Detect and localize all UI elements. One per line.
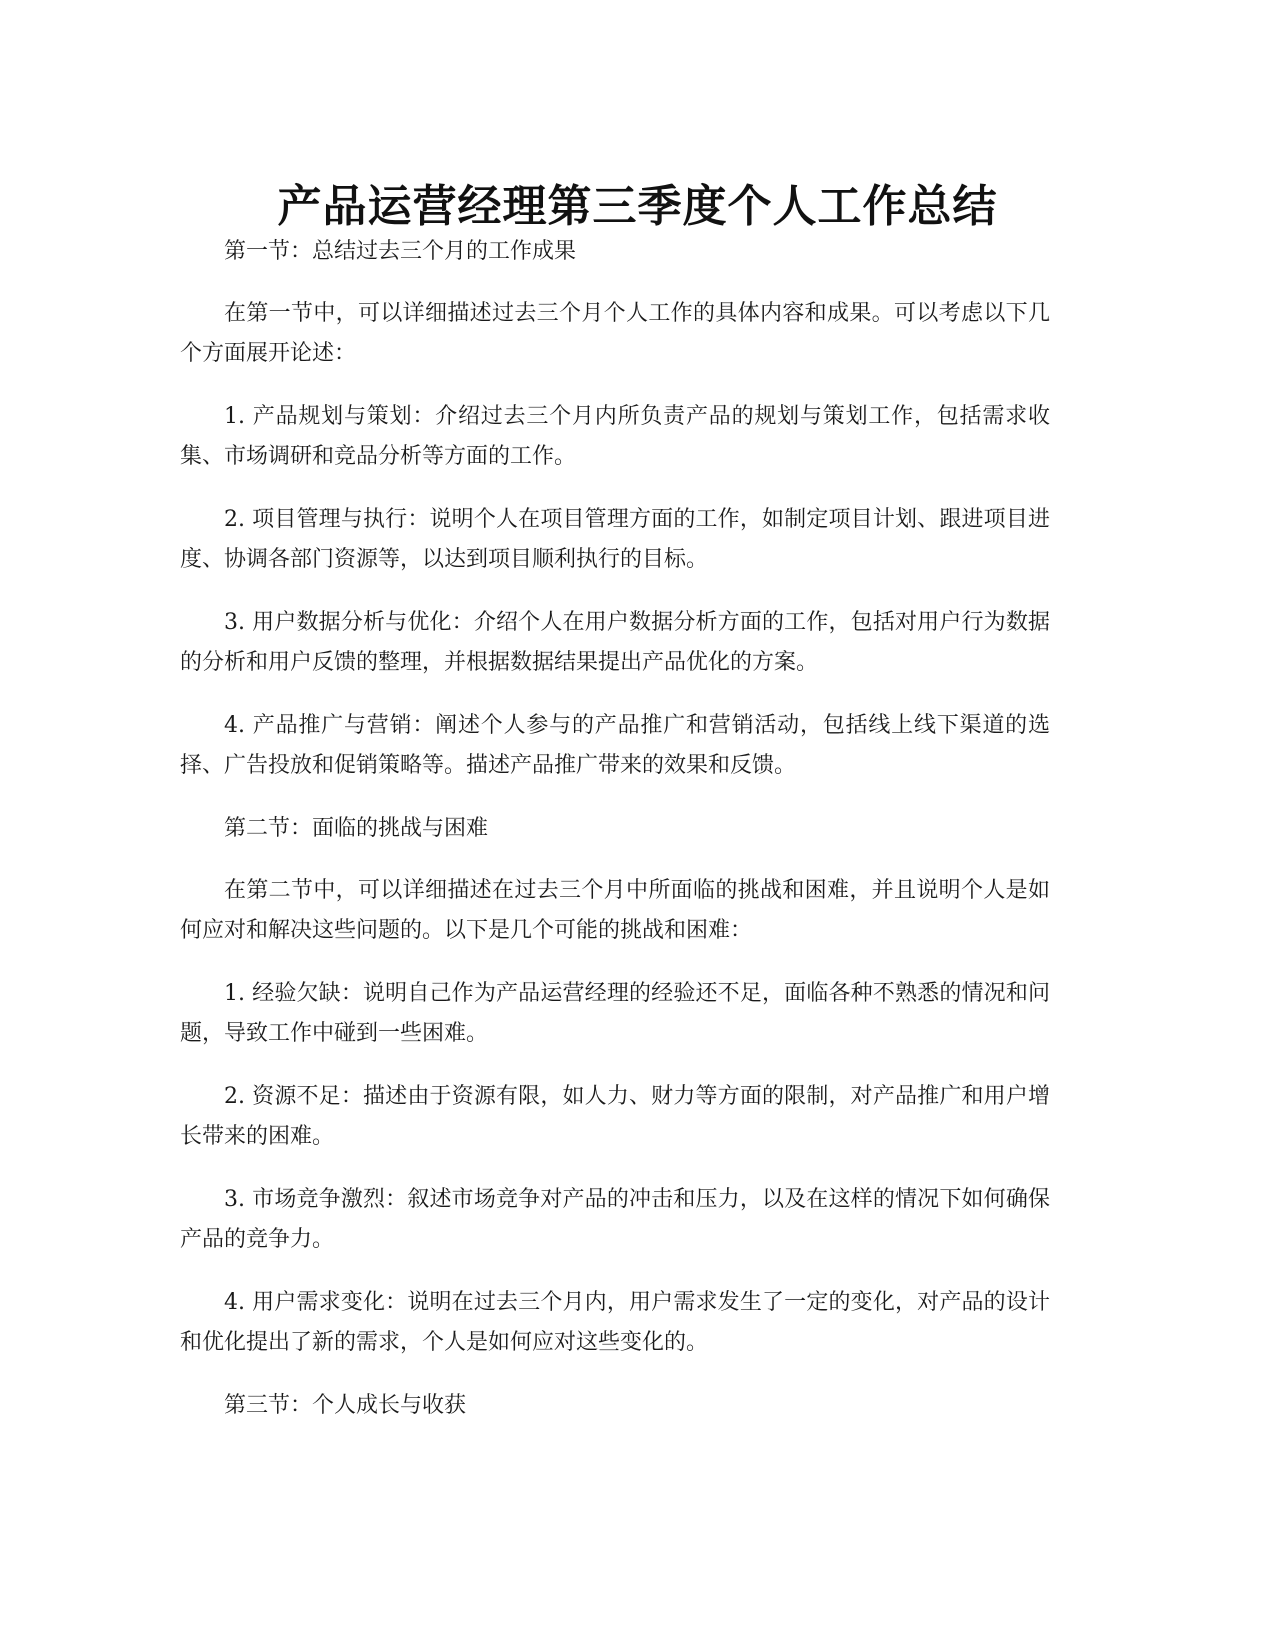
paragraph: 在第二节中，可以详细描述在过去三个月中所面临的挑战和困难，并且说明个人是如何应对和解决这些问题的。以下是几个可能的挑战和困难：	[180, 878, 1050, 943]
list-item: 1. 产品规划与策划：介绍过去三个月内所负责产品的规划与策划工作，包括需求收集、市场调研和竞品分析等方面的工作。	[180, 404, 1050, 469]
section-heading: 第二节：面临的挑战与困难	[224, 816, 489, 841]
list-item: 2. 项目管理与执行：说明个人在项目管理方面的工作，如制定项目计划、跟进项目进度、协调各部门资源等，以达到项目顺利执行的目标。	[180, 507, 1050, 572]
section-heading: 第三节：个人成长与收获	[224, 1393, 467, 1418]
list-item: 4. 用户需求变化：说明在过去三个月内，用户需求发生了一定的变化，对产品的设计和优化提出了新的需求，个人是如何应对这些变化的。	[180, 1290, 1050, 1355]
section-heading: 第一节：总结过去三个月的工作成果	[224, 239, 577, 264]
paragraph: 在第一节中，可以详细描述过去三个月个人工作的具体内容和成果。可以考虑以下几个方面展开论述：	[180, 301, 1050, 366]
list-item: 3. 用户数据分析与优化：介绍个人在用户数据分析方面的工作，包括对用户行为数据的分析和用户反馈的整理，并根据数据结果提出产品优化的方案。	[180, 610, 1050, 675]
document-body	[180, 232, 1050, 1448]
list-item: 2. 资源不足：描述由于资源有限，如人力、财力等方面的限制，对产品推广和用户增长带来的困难。	[180, 1084, 1050, 1149]
list-item: 1. 经验欠缺：说明自己作为产品运营经理的经验还不足，面临各种不熟悉的情况和问题，导致工作中碰到一些困难。	[180, 981, 1050, 1046]
document-title: 产品运营经理第三季度个人工作总结	[277, 181, 998, 233]
list-item: 3. 市场竞争激烈：叙述市场竞争对产品的冲击和压力，以及在这样的情况下如何确保产品的竞争力。	[180, 1187, 1050, 1252]
list-item: 4. 产品推广与营销：阐述个人参与的产品推广和营销活动，包括线上线下渠道的选择、广告投放和促销策略等。描述产品推广带来的效果和反馈。	[180, 713, 1050, 778]
